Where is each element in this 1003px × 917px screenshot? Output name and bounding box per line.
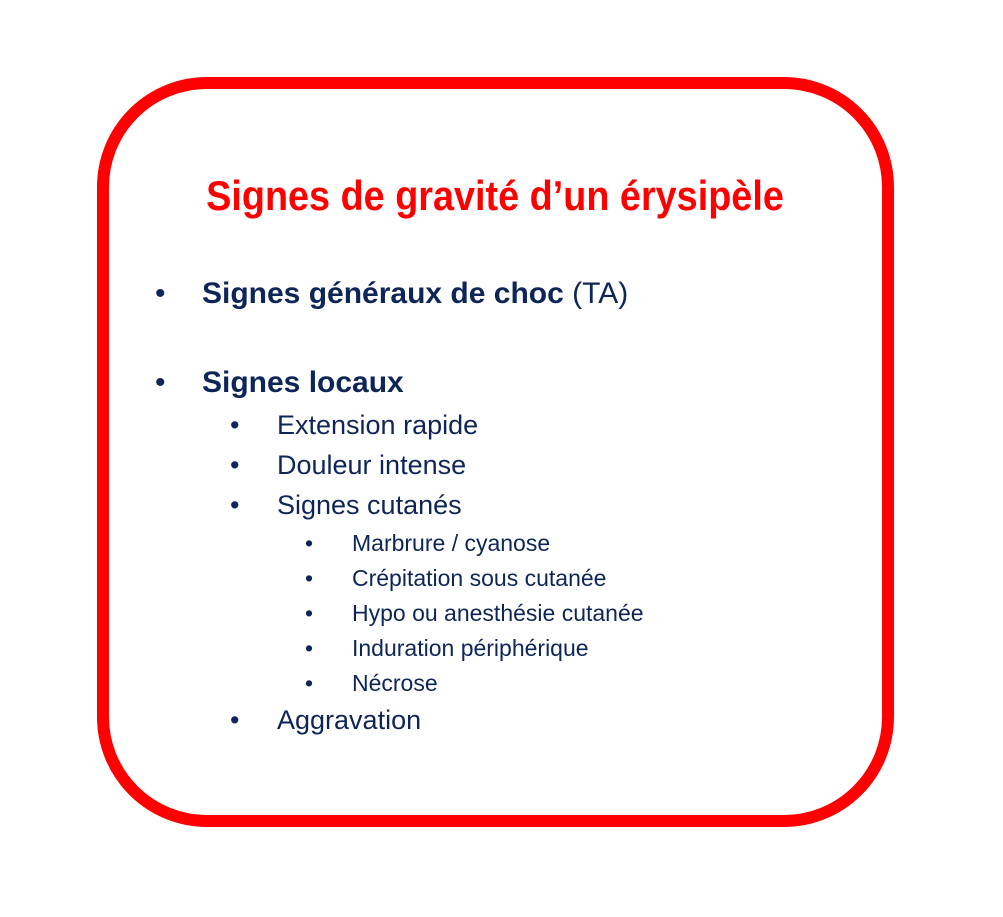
sub-sub-bullet-text: Induration périphérique <box>352 635 589 661</box>
bullet-icon: • <box>230 490 240 520</box>
sub-sub-bullet-text: Crépitation sous cutanée <box>352 565 607 591</box>
bullet-text-bold: Signes locaux <box>202 366 404 399</box>
sub-bullet-text: Extension rapide <box>277 410 479 440</box>
sub-bullet-text: Douleur intense <box>277 450 467 480</box>
bullet-icon: • <box>305 635 314 661</box>
sub-sub-bullet-text: Marbrure / cyanose <box>352 530 551 556</box>
sub-sub-bullet-text: Hypo ou anesthésie cutanée <box>352 600 644 626</box>
bullet-icon: • <box>305 670 314 696</box>
bullet-icon: • <box>230 450 240 480</box>
bullet-text-bold: Signes généraux de choc <box>202 277 564 310</box>
bullet-text <box>202 276 628 312</box>
slide-title: Signes de gravité d’un érysipèle <box>206 172 784 219</box>
bullet-text-regular: (TA) <box>563 277 629 310</box>
bullet-icon: • <box>230 410 240 440</box>
sub-bullet-text: Signes cutanés <box>277 490 462 520</box>
bullet-icon: • <box>230 705 240 735</box>
bullet-icon: • <box>305 565 314 591</box>
sub-bullet-text: Aggravation <box>277 705 422 735</box>
bullet-icon: • <box>305 600 314 626</box>
bullet-icon: • <box>155 366 166 399</box>
sub-sub-bullet-text: Nécrose <box>352 670 438 696</box>
bullet-icon: • <box>305 530 314 556</box>
bullet-icon: • <box>155 277 166 310</box>
